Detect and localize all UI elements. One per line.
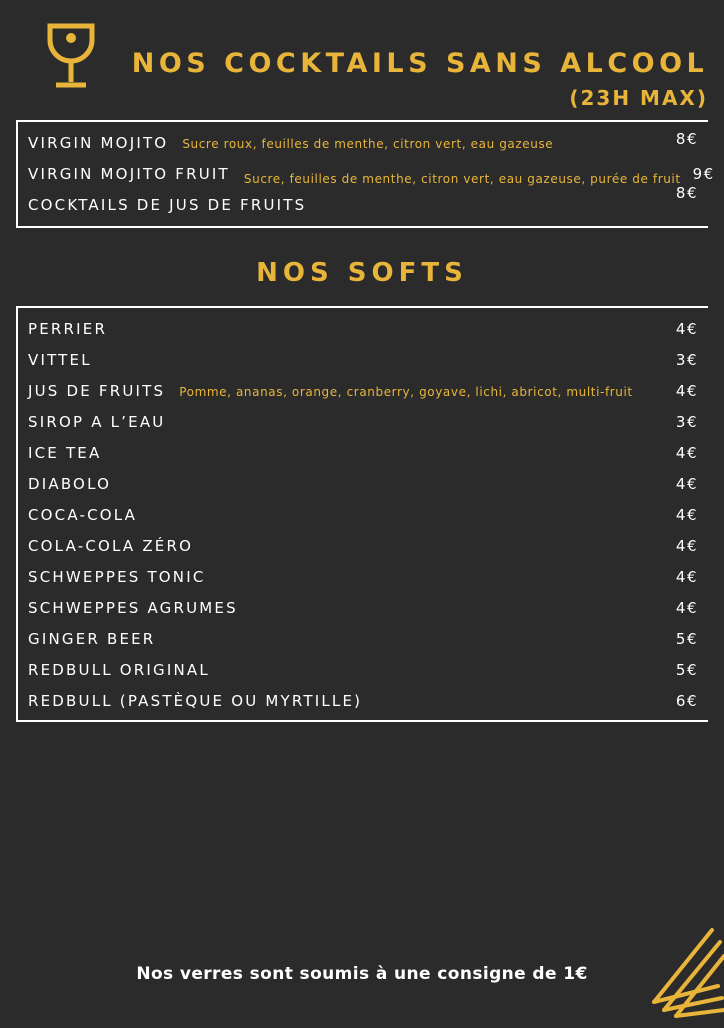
menu-row — [18, 630, 708, 648]
item-price: 5€ — [675, 630, 698, 648]
item-price: 3€ — [675, 351, 698, 369]
item-price: 4€ — [675, 568, 698, 586]
wine-glass-icon — [42, 22, 100, 92]
menu-row — [18, 165, 715, 186]
menu-row — [18, 599, 708, 617]
item-name: SCHWEPPES AGRUMES — [28, 599, 238, 617]
item-price: 8€ — [675, 130, 698, 148]
item-name: DIABOLO — [28, 475, 112, 493]
menu-row — [18, 661, 708, 679]
item-description: Sucre, feuilles de menthe, citron vert, eau gazeuse, purée de fruit — [243, 172, 681, 186]
item-name: VITTEL — [28, 351, 92, 369]
cocktails-section — [16, 120, 715, 228]
item-price: 9€ — [692, 165, 715, 183]
item-price: 4€ — [675, 506, 698, 524]
page-title: NOS COCKTAILS SANS ALCOOL — [131, 48, 709, 79]
menu-row — [18, 382, 708, 400]
item-name: SIROP A L’EAU — [28, 413, 166, 431]
page-subtitle: (23H MAX) — [569, 86, 708, 110]
item-price: 4€ — [675, 320, 698, 338]
item-name: COLA-COLA ZÉRO — [28, 537, 194, 555]
menu-row — [18, 568, 708, 586]
menu-row — [18, 351, 708, 369]
item-name: COCKTAILS DE JUS DE FRUITS — [28, 196, 307, 214]
item-price: 4€ — [675, 537, 698, 555]
item-price: 5€ — [675, 661, 698, 679]
item-name: PERRIER — [28, 320, 108, 338]
item-price: 6€ — [675, 692, 698, 710]
softs-section — [16, 306, 708, 722]
item-description: Pomme, ananas, orange, cranberry, goyave, lichi, abricot, multi-fruit — [179, 385, 633, 399]
menu-row — [18, 184, 708, 214]
scribble-decoration-icon — [594, 924, 724, 1024]
menu-header — [0, 0, 724, 120]
menu-row — [18, 130, 708, 152]
item-name: GINGER BEER — [28, 630, 156, 648]
item-name: JUS DE FRUITS — [28, 382, 166, 400]
item-name: VIRGIN MOJITO FRUIT — [28, 165, 230, 183]
item-name: REDBULL ORIGINAL — [28, 661, 210, 679]
item-name: VIRGIN MOJITO — [28, 134, 169, 152]
item-description: Sucre roux, feuilles de menthe, citron vert, eau gazeuse — [182, 137, 554, 151]
menu-row — [18, 320, 708, 338]
item-price: 3€ — [675, 413, 698, 431]
deposit-note: Nos verres sont soumis à une consigne de 1€ — [136, 964, 588, 984]
menu-row — [18, 506, 708, 524]
item-name: COCA-COLA — [28, 506, 138, 524]
item-name: ICE TEA — [28, 444, 102, 462]
item-price: 4€ — [675, 475, 698, 493]
menu-row — [18, 413, 708, 431]
item-name: REDBULL (PASTÈQUE OU MYRTILLE) — [28, 692, 363, 710]
menu-row — [18, 475, 708, 493]
item-price: 4€ — [675, 599, 698, 617]
item-price: 4€ — [675, 382, 698, 400]
menu-row — [18, 537, 708, 555]
item-price: 8€ — [675, 184, 698, 202]
menu-row — [18, 692, 708, 710]
menu-row — [18, 444, 708, 462]
item-price: 4€ — [675, 444, 698, 462]
item-name: SCHWEPPES TONIC — [28, 568, 206, 586]
softs-section-title: NOS SOFTS — [256, 258, 468, 288]
